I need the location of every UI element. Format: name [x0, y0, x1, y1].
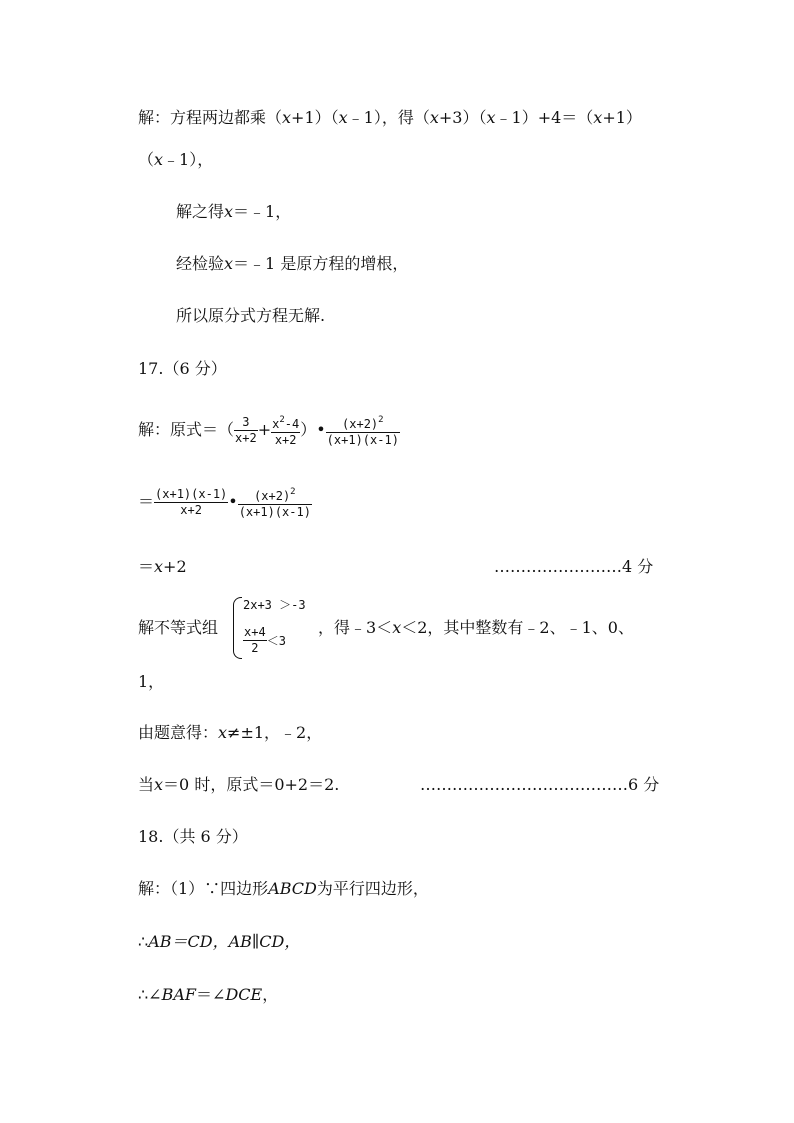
var-x: x [392, 618, 402, 637]
angle-name: DCE [225, 985, 263, 1004]
text: 由题意得： [138, 723, 219, 742]
text: (x+2) [254, 489, 291, 503]
solution-line-2 [138, 150, 213, 170]
solution-line-1 [138, 108, 642, 128]
solution-line-12 [138, 775, 339, 795]
solution-line-15 [138, 985, 278, 1005]
text: x [272, 417, 280, 431]
denominator: (x+1)(x-1) [238, 505, 311, 519]
text: ＜2，其中整数有﹣2、﹣1、0、 [401, 618, 634, 637]
exponent: 2 [279, 415, 285, 425]
denominator: x+2 [274, 433, 297, 447]
inequality-1: 2x+3 ＞-3 [243, 598, 306, 612]
score-marker-6: …………………………………6 分 [420, 775, 660, 794]
plus: + [257, 420, 272, 439]
numerator: x+4 [244, 625, 266, 639]
solution-line-5: 所以原分式方程无解. [176, 306, 326, 325]
numerator: 3 [234, 415, 258, 431]
numerator [271, 413, 300, 433]
var-x: x [338, 108, 348, 127]
question-18-header: 18.（共 6 分） [138, 827, 248, 846]
question-17-header: 17.（6 分） [138, 359, 227, 378]
var-x: x [224, 202, 234, 221]
text: ， [262, 985, 279, 1004]
solution-line-14 [138, 932, 300, 952]
fraction [326, 413, 400, 448]
fraction [243, 625, 267, 656]
var-x: x [224, 254, 234, 273]
therefore-angle: ∴∠ [138, 985, 162, 1004]
text: +3）（ [438, 108, 487, 127]
angle-name: BAF [161, 985, 197, 1004]
denominator: x+2 [235, 431, 257, 445]
text: 经检验 [176, 254, 225, 273]
text: +1）（ [291, 108, 339, 127]
fraction [238, 485, 312, 520]
var-x: x [154, 557, 164, 576]
solution-line-10: 1， [138, 672, 165, 691]
text: ＝﹣1 是原方程的增根， [233, 254, 409, 273]
text: 当 [138, 775, 155, 794]
text: (x+2) [342, 417, 379, 431]
exponent: 2 [290, 487, 296, 497]
italic-text: AB＝CD，AB∥CD， [148, 932, 301, 951]
solution-line-4 [176, 254, 408, 274]
text: 解之得 [176, 202, 225, 221]
exponent: 2 [378, 415, 384, 425]
text: ﹣1）+4＝（ [495, 108, 594, 127]
solution-line-8 [138, 557, 187, 577]
text: +1） [602, 108, 642, 127]
var-x: x [282, 108, 292, 127]
denominator: (x+1)(x-1) [326, 433, 399, 447]
text: ﹣1），得（ [347, 108, 430, 127]
text: ﹣1）， [163, 150, 214, 169]
italic-text: ABCD [268, 879, 317, 898]
text: （ [138, 150, 155, 169]
solution-line-13 [138, 879, 429, 899]
text: ＝﹣1， [233, 202, 292, 221]
solution-line-7 [138, 482, 312, 522]
text: ≠±1，﹣2， [227, 723, 323, 742]
text: ＝∠ [196, 985, 226, 1004]
denominator: x+2 [180, 503, 202, 517]
var-x: x [429, 108, 439, 127]
text: +2 [163, 557, 187, 576]
fraction [271, 413, 300, 448]
text: 解：（1）∵四边形 [138, 879, 269, 898]
denominator: 2 [251, 641, 259, 655]
therefore-symbol: ∴ [138, 932, 149, 951]
text: ＝ [138, 557, 155, 576]
inequality-2 [243, 622, 286, 658]
text: 解：原式＝（ [138, 420, 235, 439]
numerator [238, 485, 312, 505]
var-x: x [154, 150, 164, 169]
solution-line-9-lead: 解不等式组 [138, 618, 219, 637]
solution-line-6 [138, 410, 400, 450]
text: -4 [284, 417, 300, 431]
numerator [326, 413, 400, 433]
text: ）• [300, 420, 326, 439]
text: ，得﹣3＜ [318, 618, 393, 637]
text: 解：方程两边都乘（ [138, 108, 283, 127]
var-x: x [593, 108, 603, 127]
numerator: (x+1)(x-1) [155, 487, 228, 501]
relation: ＜3 [266, 634, 286, 648]
solution-line-3 [176, 202, 291, 222]
brace [233, 597, 242, 659]
var-x: x [154, 775, 164, 794]
fraction [234, 415, 258, 446]
solution-line-9-rest [318, 618, 634, 638]
score-marker-4: ……………………4 分 [494, 557, 654, 576]
var-x: x [218, 723, 228, 742]
text: ＝ [138, 492, 155, 511]
solution-line-11 [138, 723, 322, 743]
var-x: x [486, 108, 496, 127]
text: ＝0 时，原式＝0+2＝2. [163, 775, 340, 794]
dot-operator: • [228, 492, 238, 511]
text: 为平行四边形， [316, 879, 429, 898]
fraction [154, 487, 228, 518]
